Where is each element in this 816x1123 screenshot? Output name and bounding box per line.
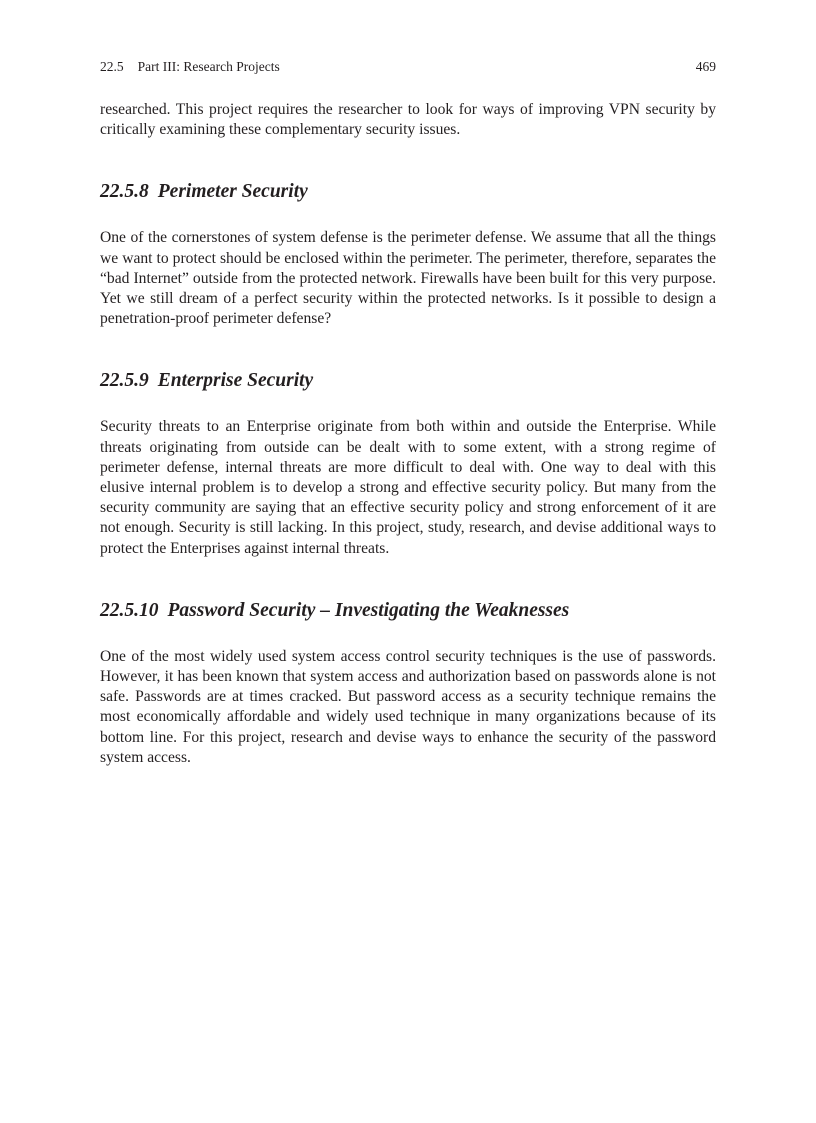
section-number: 22.5.9	[100, 370, 149, 392]
running-head	[100, 58, 716, 76]
section-paragraph-perimeter-security: One of the cornerstones of system defense is the perimeter defense. We assume that all the things we want to protect should be enclosed within the perimeter. The perimeter, therefore, separates the “bad Internet” outside from the protected network. Firewalls have been built for this very purpose. Yet we still dream of a perfect security within the protected networks. Is it possible to design a penetration-proof perimeter defense?	[100, 229, 716, 328]
section-heading-password-security	[100, 599, 716, 623]
section-number: 22.5.8	[100, 181, 149, 203]
running-head-part-title: Part III: Research Projects	[137, 59, 280, 74]
page-number: 469	[695, 59, 716, 74]
section-heading-enterprise-security	[100, 369, 716, 393]
intro-paragraph: researched. This project requires the researcher to look for ways of improving VPN security by critically examining these complementary security issues.	[100, 101, 716, 139]
section-paragraph-enterprise-security: Security threats to an Enterprise originate from both within and outside the Enterprise. While threats originating from outside can be dealt with to some extent, with a strong regime of perimeter defense, internal threats are more difficult to deal with. One way to deal with this elusive internal problem is to develop a strong and effective security policy. But many from the security community are saying that an effective security policy and strong enforcement of it are not enough. Security is still lacking. In this project, study, research, and devise additional ways to protect the Enterprises against internal threats.	[100, 418, 716, 557]
section-title: Perimeter Security	[157, 181, 308, 203]
section-heading-perimeter-security	[100, 180, 716, 204]
running-head-section: 22.5	[100, 59, 124, 74]
section-number: 22.5.10	[100, 599, 159, 621]
section-title: Password Security – Investigating the Weaknesses	[167, 599, 570, 621]
page-content	[100, 100, 716, 768]
section-paragraph-password-security: One of the most widely used system access control security techniques is the use of passwords. However, it has been known that system access and authorization based on passwords alone is not safe. Passwords are at times cracked. But password access as a security technique remains the most economically affordable and widely used technique in many organizations because of its bottom line. For this project, research and devise ways to enhance the security of the password system access.	[100, 647, 716, 766]
section-title: Enterprise Security	[157, 370, 314, 392]
running-head-left	[100, 58, 280, 76]
